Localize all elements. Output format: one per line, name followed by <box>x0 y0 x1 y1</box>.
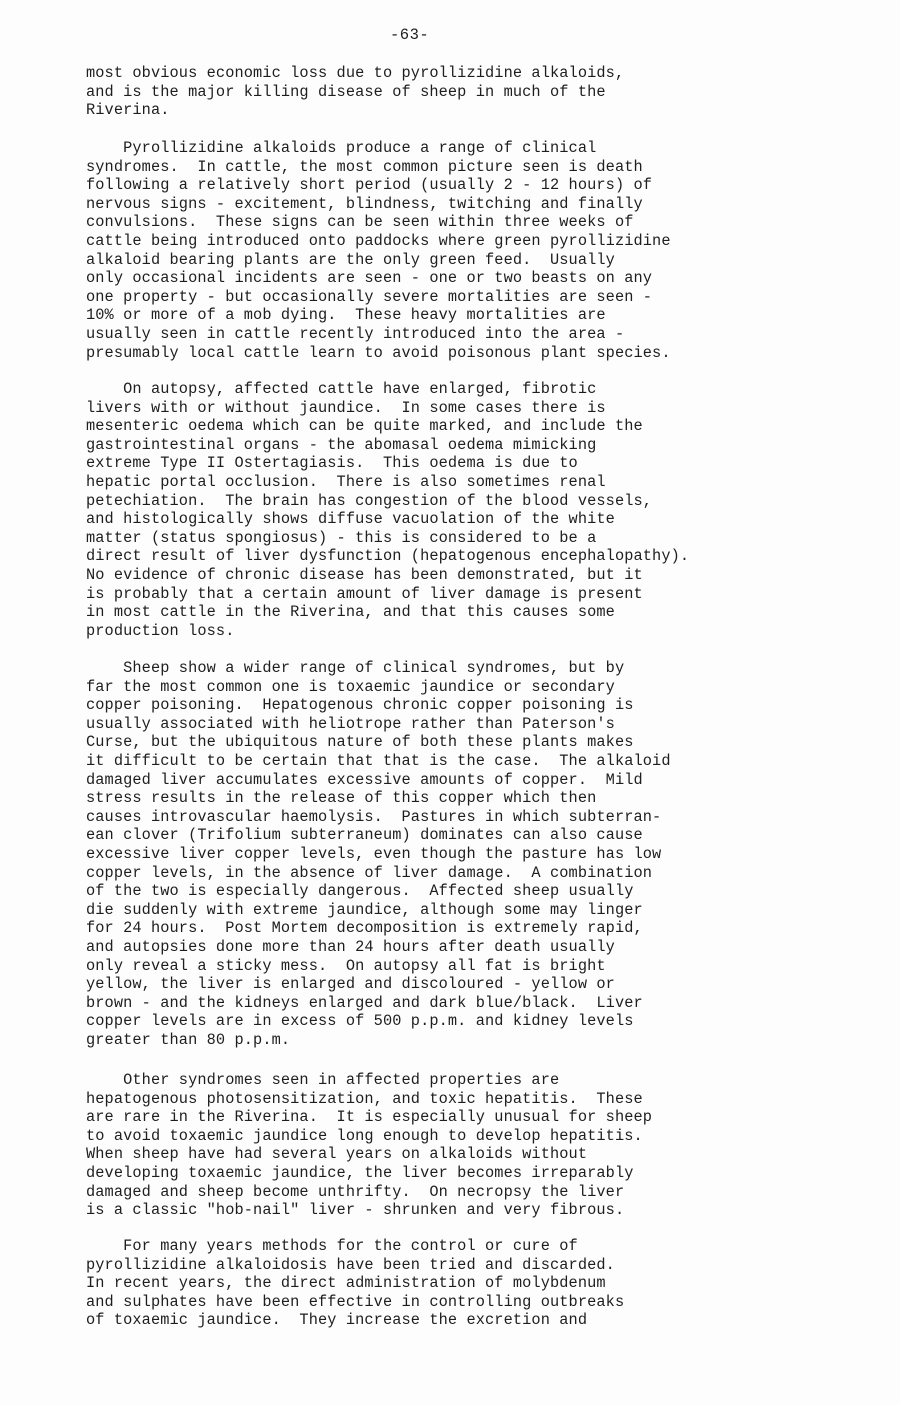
text-line: and histologically shows diffuse vacuolation of the white <box>86 510 615 529</box>
page-number: -63- <box>390 26 430 44</box>
text-line: Other syndromes seen in affected properties are <box>86 1071 560 1089</box>
text-line: far the most common one is toxaemic jaundice or secondary <box>86 677 615 696</box>
text-line: one property - but occasionally severe mortalities are seen - <box>86 287 653 306</box>
text-line: convulsions. These signs can be seen within three weeks of <box>86 213 634 232</box>
text-line: usually associated with heliotrope rather than Paterson's <box>86 714 615 733</box>
text-line: alkaloid bearing plants are the only green feed. Usually <box>86 250 615 269</box>
text-line: When sheep have had several years on alkaloids without <box>86 1145 588 1164</box>
text-line: cattle being introduced onto paddocks where green pyrollizidine <box>86 231 671 250</box>
text-line: and sulphates have been effective in controlling outbreaks <box>86 1292 625 1311</box>
text-line: nervous signs - excitement, blindness, twitching and finally <box>86 194 643 213</box>
text-line: in most cattle in the Riverina, and that this causes some <box>86 603 615 622</box>
text-line: production loss. <box>86 621 235 640</box>
paragraph <box>86 1237 624 1330</box>
text-line: gastrointestinal organs - the abomasal oedema mimicking <box>86 435 597 454</box>
text-line: syndromes. In cattle, the most common picture seen is death <box>86 157 643 176</box>
paragraph <box>86 659 671 1049</box>
text-line: die suddenly with extreme jaundice, although some may linger <box>86 900 643 919</box>
text-line: developing toxaemic jaundice, the liver becomes irreparably <box>86 1163 634 1182</box>
text-line: pyrollizidine alkaloidosis have been tried and discarded. <box>86 1255 615 1274</box>
text-line: livers with or without jaundice. In some cases there is <box>86 398 606 417</box>
text-line: only occasional incidents are seen - one or two beasts on any <box>86 269 653 288</box>
text-line: Sheep show a wider range of clinical syndromes, but by <box>86 659 625 677</box>
text-line: extreme Type II Ostertagiasis. This oedema is due to <box>86 454 578 473</box>
text-line: excessive liver copper levels, even though the pasture has low <box>86 844 662 863</box>
text-line: ean clover (Trifolium subterraneum) dominates can also cause <box>86 826 643 845</box>
text-line: 10% or more of a mob dying. These heavy mortalities are <box>86 306 606 325</box>
paragraph <box>86 1071 652 1220</box>
text-line: copper levels are in excess of 500 p.p.m. and kidney levels <box>86 1012 634 1031</box>
text-line: Pyrollizidine alkaloids produce a range of clinical <box>86 139 597 157</box>
paragraph <box>86 380 689 640</box>
text-line: most obvious economic loss due to pyrollizidine alkaloids, <box>86 64 625 82</box>
text-line: usually seen in cattle recently introduced into the area - <box>86 324 625 343</box>
text-line: following a relatively short period (usually 2 - 12 hours) of <box>86 176 653 195</box>
text-line: No evidence of chronic disease has been demonstrated, but it <box>86 565 643 584</box>
text-line: to avoid toxaemic jaundice long enough to develop hepatitis. <box>86 1126 643 1145</box>
paragraph <box>86 64 624 120</box>
text-line: only reveal a sticky mess. On autopsy all fat is bright <box>86 956 606 975</box>
text-line: are rare in the Riverina. It is especially unusual for sheep <box>86 1108 653 1127</box>
text-line: greater than 80 p.p.m. <box>86 1030 291 1049</box>
text-line: copper poisoning. Hepatogenous chronic copper poisoning is <box>86 696 634 715</box>
text-line: hepatic portal occlusion. There is also sometimes renal <box>86 472 606 491</box>
text-line: and is the major killing disease of sheep in much of the <box>86 82 606 101</box>
text-line: hepatogenous photosensitization, and toxic hepatitis. These <box>86 1089 643 1108</box>
text-line: copper levels, in the absence of liver damage. A combination <box>86 863 653 882</box>
text-line: yellow, the liver is enlarged and discoloured - yellow or <box>86 975 615 994</box>
text-line: stress results in the release of this copper which then <box>86 789 597 808</box>
text-line: of the two is especially dangerous. Affected sheep usually <box>86 882 634 901</box>
text-line: matter (status spongiosus) - this is considered to be a <box>86 528 597 547</box>
text-line: mesenteric oedema which can be quite marked, and include the <box>86 417 643 436</box>
text-line: is a classic "hob-nail" liver - shrunken and very fibrous. <box>86 1201 625 1220</box>
text-line: On autopsy, affected cattle have enlarged, fibrotic <box>86 380 597 398</box>
text-line: damaged and sheep become unthrifty. On necropsy the liver <box>86 1182 625 1201</box>
text-line: In recent years, the direct administration of molybdenum <box>86 1274 606 1293</box>
text-line: it difficult to be certain that that is the case. The alkaloid <box>86 751 671 770</box>
text-line: and autopsies done more than 24 hours after death usually <box>86 937 615 956</box>
text-line: is probably that a certain amount of liver damage is present <box>86 584 643 603</box>
text-line: causes introvascular haemolysis. Pastures in which subterran- <box>86 807 662 826</box>
text-line: petechiation. The brain has congestion of the blood vessels, <box>86 491 653 510</box>
text-line: Curse, but the ubiquitous nature of both these plants makes <box>86 733 634 752</box>
text-line: of toxaemic jaundice. They increase the excretion and <box>86 1311 588 1330</box>
text-line: brown - and the kidneys enlarged and dark blue/black. Liver <box>86 993 643 1012</box>
text-line: presumably local cattle learn to avoid poisonous plant species. <box>86 343 671 362</box>
text-line: direct result of liver dysfunction (hepatogenous encephalopathy). <box>86 547 690 566</box>
text-line: Riverina. <box>86 101 170 120</box>
text-line: For many years methods for the control or cure of <box>86 1237 578 1255</box>
text-line: damaged liver accumulates excessive amounts of copper. Mild <box>86 770 643 789</box>
text-line: for 24 hours. Post Mortem decomposition is extremely rapid, <box>86 919 643 938</box>
paragraph <box>86 139 671 362</box>
